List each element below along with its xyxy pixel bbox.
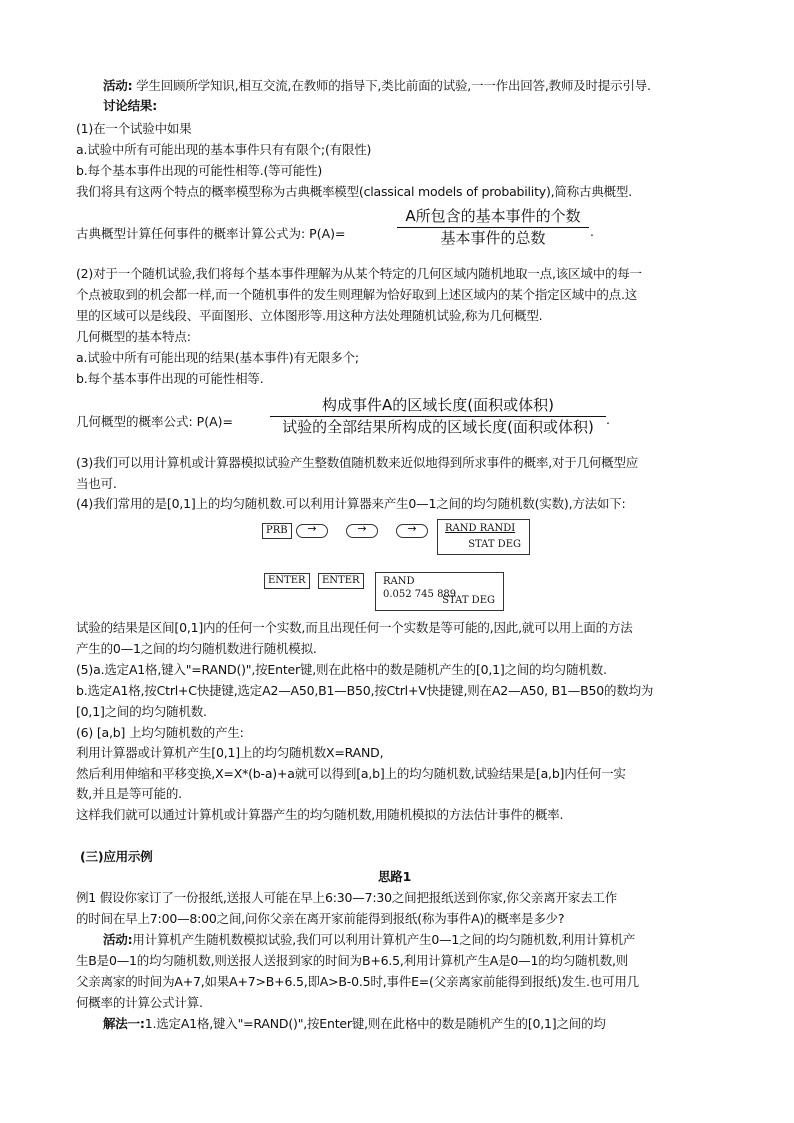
paragraph-line: (5)a.选定A1格,键入"=RAND()",按Enter键,则在此格中的数是随机产生的[0,1]之间的均匀随机数. (76, 662, 607, 677)
idea-heading: 思路1 (378, 869, 412, 884)
screen-status: STAT DEG (468, 539, 521, 550)
discussion-heading: 讨论结果: (103, 98, 157, 113)
formula-period: . (606, 412, 610, 427)
formula-numerator: 构成事件A的区域长度(面积或体积) (322, 396, 554, 414)
paragraph-line: 几何概型的基本特点: (76, 329, 191, 344)
paragraph-line: (1)在一个试验中如果 (76, 121, 192, 136)
geometric-formula-fraction (270, 396, 606, 437)
example-line: 例1 假设你家订了一份报纸,送报人可能在早上6:30—7:30之间把报纸送到你家,你父亲离开家去工作 (76, 890, 618, 905)
paragraph-line: [0,1]之间的均匀随机数. (76, 704, 207, 719)
arrow-key (396, 524, 428, 538)
paragraph-line: 当也可. (76, 476, 117, 491)
paragraph-line: 里的区域可以是线段、平面图形、立体图形等.用这种方法处理随机试验,称为几何概型. (76, 308, 543, 323)
prb-key: PRB (262, 523, 292, 539)
paragraph-line: 产生的0—1之间的均匀随机数进行随机模拟. (76, 641, 317, 656)
screen-status: STAT DEG (442, 595, 495, 606)
activity-label: 活动: (103, 78, 133, 93)
formula-numerator: A所包含的基本事件的个数 (405, 207, 581, 225)
paragraph-line: (2)对于一个随机试验,我们将每个基本事件理解为从某个特定的几何区域内随机地取一点,该区域中的每一 (76, 266, 642, 281)
paragraph-line: 父亲离家的时间为A+7,如果A+7>B+6.5,即A>B-0.5时,事件E=(父亲离家前能得到报纸)发生.也可用几 (76, 974, 639, 989)
right-arrow-icon: → (307, 522, 317, 535)
screen-menu-text: RAND RANDI (445, 523, 516, 534)
formula-period: . (590, 224, 594, 239)
arrow-key (296, 524, 328, 538)
solution-line (103, 1016, 753, 1032)
paragraph-line: 数,并且是等可能的. (76, 786, 182, 801)
paragraph-line: a.试验中所有可能出现的结果(基本事件)有无限多个; (76, 350, 359, 365)
paragraph-line: (3)我们可以用计算机或计算器模拟试验产生整数值随机数来近似地得到所求事件的概率,对于几何概型应 (76, 455, 639, 470)
paragraph-line: (6) [a,b] 上均匀随机数的产生: (76, 725, 244, 740)
calculator-screen-2 (375, 572, 504, 611)
paragraph-line: 试验的结果是区间[0,1]内的任何一个实数,而且出现任何一个实数是等可能的,因此,就可以用上面的方法 (76, 620, 633, 635)
paragraph-line: 生B是0—1的均匀随机数,则送报人送报到家的时间为B+6.5,利用计算机产生A是0—1的均匀随机数,则 (76, 953, 629, 968)
paragraph-line: b.每个基本事件出现的可能性相等. (76, 371, 264, 386)
fraction-bar (270, 416, 606, 417)
activity-line (103, 78, 753, 94)
paragraph-line: a.试验中所有可能出现的基本事件只有有限个;(有限性) (76, 142, 372, 157)
paragraph-line: 然后利用伸缩和平移变换,X=X*(b-a)+a就可以得到[a,b]上的均匀随机数,试验结果是[a,b]内任何一实 (76, 766, 626, 781)
activity-line (103, 932, 753, 948)
arrow-key (346, 524, 378, 538)
paragraph-line: 我们将具有这两个特点的概率模型称为古典概率模型(classical models of probability),简称古典概型. (76, 184, 633, 199)
paragraph-line: (4)我们常用的是[0,1]上的均匀随机数.可以利用计算器来产生0—1之间的均匀随机数(实数),方法如下: (76, 496, 626, 511)
paragraph-line: 这样我们就可以通过计算机或计算器产生的均匀随机数,用随机模拟的方法估计事件的概率. (76, 807, 564, 822)
calculator-screen-1 (437, 519, 530, 555)
formula-denominator: 试验的全部结果所构成的区域长度(面积或体积) (282, 418, 594, 436)
activity-text: 用计算机产生随机数模拟试验,我们可以利用计算机产生0—1之间的均匀随机数,利用计算机产 (132, 932, 636, 947)
activity-text: 学生回顾所学知识,相互交流,在教师的指导下,类比前面的试验,一一作出回答,教师及时提示引导. (132, 78, 651, 93)
solution-text: 1.选定A1格,键入"=RAND()",按Enter键,则在此格中的数是随机产生的[0,1]之间的均 (144, 1016, 606, 1031)
screen-function: RAND (383, 576, 415, 587)
activity-label: 活动: (103, 932, 133, 947)
enter-key: ENTER (264, 573, 310, 589)
paragraph-line: 何概率的计算公式计算. (76, 995, 203, 1010)
paragraph-line: 个点被取到的机会都一样,而一个随机事件的发生则理解为恰好取到上述区域内的某个指定区域中的点.这 (76, 287, 638, 302)
classical-formula-fraction (397, 207, 589, 248)
paragraph-line: b.每个基本事件出现的可能性相等.(等可能性) (76, 163, 323, 178)
paragraph-line: b.选定A1格,按Ctrl+C快捷键,选定A2—A50,B1—B50,按Ctrl+V快捷键,则在A2—A50, B1—B50的数均为 (76, 683, 654, 698)
example-line: 的时间在早上7:00—8:00之间,问你父亲在离开家前能得到报纸(称为事件A)的概率是多少? (76, 911, 565, 926)
right-arrow-icon: → (357, 522, 367, 535)
enter-key: ENTER (318, 573, 364, 589)
paragraph-line: 利用计算器或计算机产生[0,1]上的均匀随机数X=RAND, (76, 745, 384, 760)
fraction-bar (397, 227, 589, 228)
solution-label: 解法一: (103, 1016, 145, 1031)
geometric-formula-lead: 几何概型的概率公式: P(A)= (76, 414, 234, 429)
classical-formula-lead: 古典概型计算任何事件的概率计算公式为: P(A)= (76, 226, 346, 241)
screen-value: 0.052 745 889 (383, 589, 457, 600)
section-heading: (三)应用示例 (80, 849, 153, 864)
right-arrow-icon: → (407, 522, 417, 535)
formula-denominator: 基本事件的总数 (440, 229, 546, 247)
